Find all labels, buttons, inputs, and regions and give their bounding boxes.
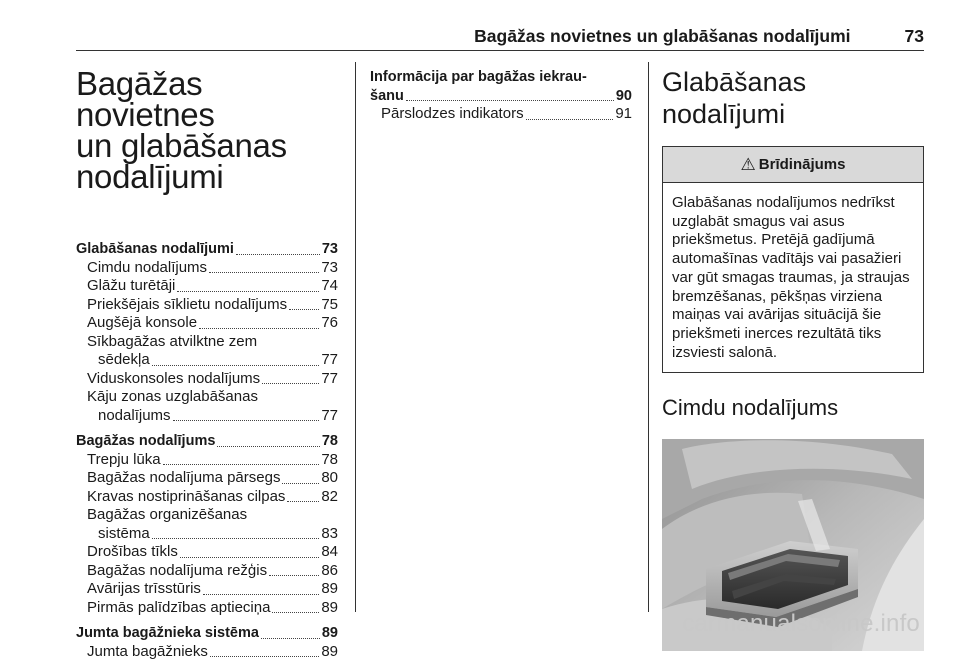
toc-item[interactable]: Priekšējais sīklietu nodalījums 75 [76,296,338,315]
column-content [662,62,924,651]
toc-item[interactable]: Augšējā konsole 76 [76,314,338,333]
header-title: Bagāžas novietnes un glabāšanas nodalījumi [474,26,850,47]
table-of-contents [76,240,338,661]
toc-item[interactable]: Bagāžas nodalījuma režģis 86 [76,562,338,581]
toc-item[interactable]: Drošības tīkls 84 [76,543,338,562]
warning-header [663,147,923,183]
column-divider-2 [648,62,649,612]
toc-item[interactable]: Avārijas trīsstūris 89 [76,580,338,599]
subsection-title: Cimdu nodalījums [662,395,924,421]
column-toc-1 [76,62,338,661]
warning-box [662,146,924,373]
toc-item[interactable]: Kāju zonas uzglabāšanas nodalījums 77 [76,388,338,425]
warning-title: Brīdinājums [759,156,846,173]
toc-item[interactable]: Pārslodzes indikators 91 [370,105,632,124]
toc-section[interactable]: Bagāžas nodalījums 78 [76,432,338,451]
toc-section[interactable]: Jumta bagāžnieka sistēma 89 [76,624,338,643]
toc-item[interactable]: Jumta bagāžnieks 89 [76,643,338,661]
toc-item[interactable]: Glāžu turētāji 74 [76,277,338,296]
toc-item[interactable]: Kravas nostiprināšanas cilpas 82 [76,488,338,507]
header-page-number: 73 [905,26,924,47]
toc-item[interactable]: Viduskonsoles nodalījums 77 [76,370,338,389]
header-rule [76,50,924,51]
toc-item[interactable]: Trepju lūka 78 [76,451,338,470]
warning-triangle-icon: ⚠ [741,155,756,175]
toc-item[interactable]: Bagāžas nodalījuma pārsegs 80 [76,469,338,488]
running-header [76,26,924,50]
watermark: carmanualsonline.info [682,610,920,638]
toc-item[interactable]: Pirmās palīdzības aptieciņa 89 [76,599,338,618]
section-title: Glabāšanas nodalījumi [662,66,924,130]
toc-item[interactable]: Bagāžas organizēšanas sistēma 83 [76,506,338,543]
chapter-title: Bagāžas novietnes un glabāšanas nodalījumi [76,68,338,192]
toc-item[interactable]: Cimdu nodalījums 73 [76,259,338,278]
toc-section[interactable]: Informācija par bagāžas iekrau- šanu 90 [370,68,632,105]
toc-section[interactable]: Glabāšanas nodalījumi 73 [76,240,338,259]
column-toc-2 [370,62,632,124]
warning-text: Glabāšanas nodalījumos nedrīkst uzglabāt smagus vai asus priekšmetus. Pretējā gadījumā automašīnas vadītājs vai pasažieri var gūt smagas traumas, ja straujas bremzēšanas, pēkšņas virziena maiņas vai avārijas situācijā šie priekšmeti inerces rezultātā tiks izsviesti salonā. [663,183,923,372]
table-of-contents-continued [370,68,632,124]
column-divider-1 [355,62,356,612]
toc-item[interactable]: Sīkbagāžas atvilktne zem sēdekļa 77 [76,333,338,370]
